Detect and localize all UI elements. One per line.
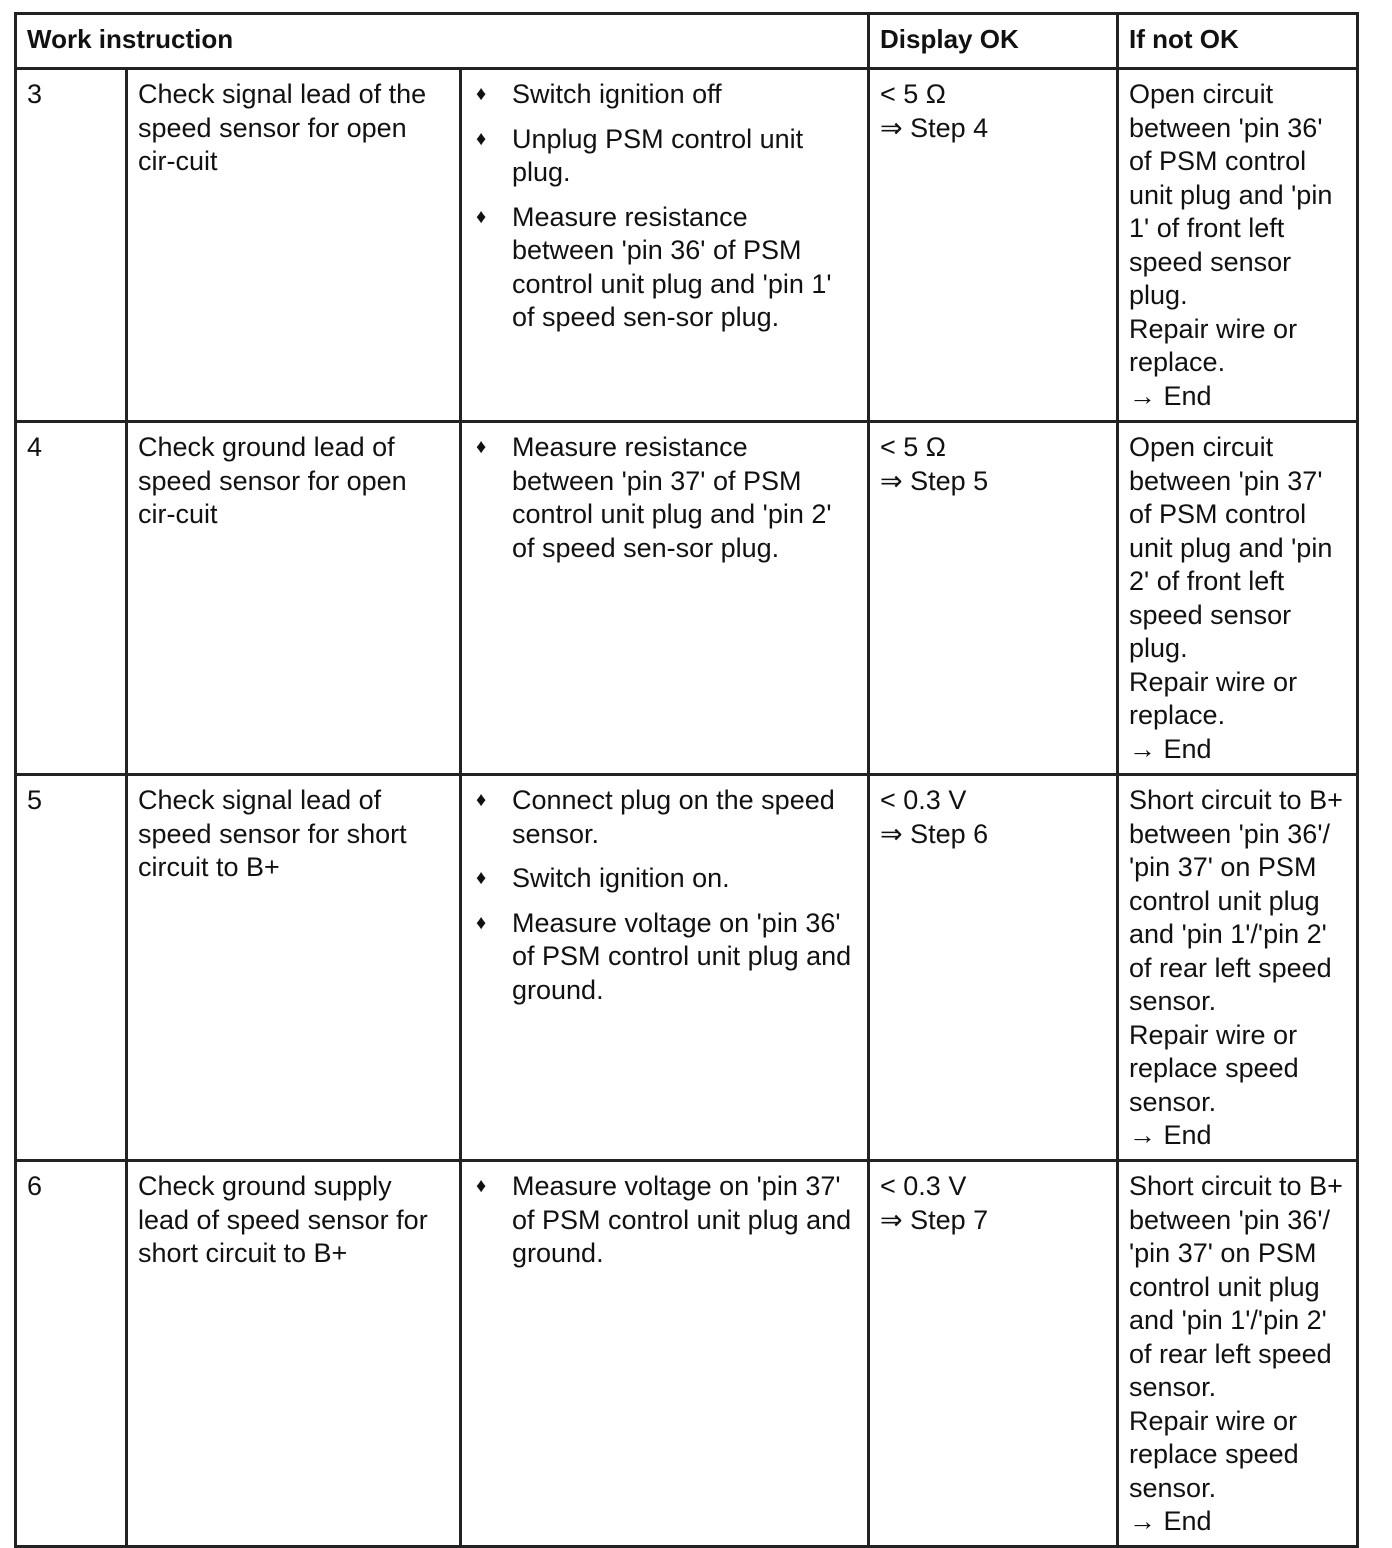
action-item: ♦ Connect plug on the speed sensor. bbox=[476, 785, 835, 849]
header-work-instruction: Work instruction bbox=[16, 14, 869, 69]
header-row bbox=[16, 14, 1358, 69]
check-description: Check ground lead of speed sensor for open cir-cuit bbox=[127, 422, 461, 775]
next-step: ⇒ Step 4 bbox=[880, 112, 989, 143]
display-ok-cell bbox=[869, 422, 1118, 775]
if-not-ok-cell bbox=[1118, 1161, 1358, 1547]
expected-value: < 0.3 V bbox=[880, 1171, 967, 1201]
action-item: ♦ Measure resistance between 'pin 36' of PSM control unit plug and 'pin 1' of speed sen-sor plug. bbox=[476, 201, 832, 332]
remedy: Repair wire or replace. bbox=[1129, 666, 1298, 730]
work-instruction-table bbox=[14, 12, 1359, 1548]
action-item: ♦ Switch ignition off bbox=[472, 78, 857, 112]
action-item: ♦ Measure voltage on 'pin 36' of PSM control unit plug and ground. bbox=[476, 907, 852, 1005]
display-ok-cell bbox=[869, 775, 1118, 1161]
fault-description: Open circuit between 'pin 36' of PSM control unit plug and 'pin 1' of front left speed sensor plug. bbox=[1129, 79, 1333, 310]
action-item: ♦ Unplug PSM control unit plug. bbox=[476, 123, 804, 187]
diamond-bullet-icon: ♦ bbox=[476, 127, 487, 150]
actions-cell bbox=[461, 422, 869, 775]
diamond-bullet-icon: ♦ bbox=[476, 83, 487, 105]
step-number: 5 bbox=[16, 775, 127, 1161]
check-description: Check signal lead of the speed sensor for open cir-cuit bbox=[127, 69, 461, 422]
remedy: Repair wire or replace speed sensor. bbox=[1129, 1019, 1299, 1117]
action-item: ♦ Measure voltage on 'pin 37' of PSM control unit plug and ground. bbox=[476, 1171, 852, 1268]
end-marker: → End bbox=[1129, 1506, 1212, 1536]
actions-cell bbox=[461, 1161, 869, 1547]
if-not-ok-cell bbox=[1118, 422, 1358, 775]
actions-cell bbox=[461, 69, 869, 422]
fault-description: Short circuit to B+ between 'pin 36'/ 'pin 37' on PSM control unit plug and 'pin 1'/'pin 2' of rear left speed sensor. bbox=[1129, 1171, 1343, 1402]
step-number: 6 bbox=[16, 1161, 127, 1547]
end-marker: → End bbox=[1129, 1120, 1212, 1150]
remedy: Repair wire or replace speed sensor. bbox=[1129, 1405, 1299, 1503]
diamond-bullet-icon: ♦ bbox=[476, 205, 487, 228]
actions-cell bbox=[461, 775, 869, 1161]
diamond-bullet-icon: ♦ bbox=[476, 789, 487, 811]
header-if-not-ok: If not OK bbox=[1118, 14, 1358, 69]
diamond-bullet-icon: ♦ bbox=[476, 911, 487, 934]
fault-description: Open circuit between 'pin 37' of PSM control unit plug and 'pin 2' of front left speed sensor plug. bbox=[1129, 432, 1333, 663]
action-item: ♦ Switch ignition on. bbox=[472, 862, 857, 896]
step-number: 4 bbox=[16, 422, 127, 775]
table-row bbox=[16, 1161, 1358, 1547]
table-row bbox=[16, 422, 1358, 775]
table-row bbox=[16, 775, 1358, 1161]
next-step: ⇒ Step 7 bbox=[880, 1204, 989, 1235]
end-marker: → End bbox=[1129, 733, 1212, 764]
next-step: ⇒ Step 5 bbox=[880, 465, 989, 496]
step-number: 3 bbox=[16, 69, 127, 422]
expected-value: < 5 Ω bbox=[880, 79, 946, 109]
diamond-bullet-icon: ♦ bbox=[476, 436, 487, 458]
display-ok-cell bbox=[869, 69, 1118, 422]
display-ok-cell bbox=[869, 1161, 1118, 1547]
next-step: ⇒ Step 6 bbox=[880, 818, 989, 849]
table-row bbox=[16, 69, 1358, 422]
action-item: ♦ Measure resistance between 'pin 37' of PSM control unit plug and 'pin 2' of speed sen-sor plug. bbox=[476, 432, 832, 563]
remedy: Repair wire or replace. bbox=[1129, 313, 1298, 377]
expected-value: < 5 Ω bbox=[880, 432, 946, 462]
check-description: Check signal lead of speed sensor for short circuit to B+ bbox=[127, 775, 461, 1161]
if-not-ok-cell bbox=[1118, 775, 1358, 1161]
header-display-ok: Display OK bbox=[869, 14, 1118, 69]
diamond-bullet-icon: ♦ bbox=[476, 1175, 487, 1197]
diamond-bullet-icon: ♦ bbox=[476, 867, 487, 889]
expected-value: < 0.3 V bbox=[880, 785, 967, 815]
check-description: Check ground supply lead of speed sensor for short circuit to B+ bbox=[127, 1161, 461, 1547]
fault-description: Short circuit to B+ between 'pin 36'/ 'pin 37' on PSM control unit plug and 'pin 1'/'pin 2' of rear left speed sensor. bbox=[1129, 785, 1343, 1016]
if-not-ok-cell bbox=[1118, 69, 1358, 422]
end-marker: → End bbox=[1129, 380, 1212, 411]
